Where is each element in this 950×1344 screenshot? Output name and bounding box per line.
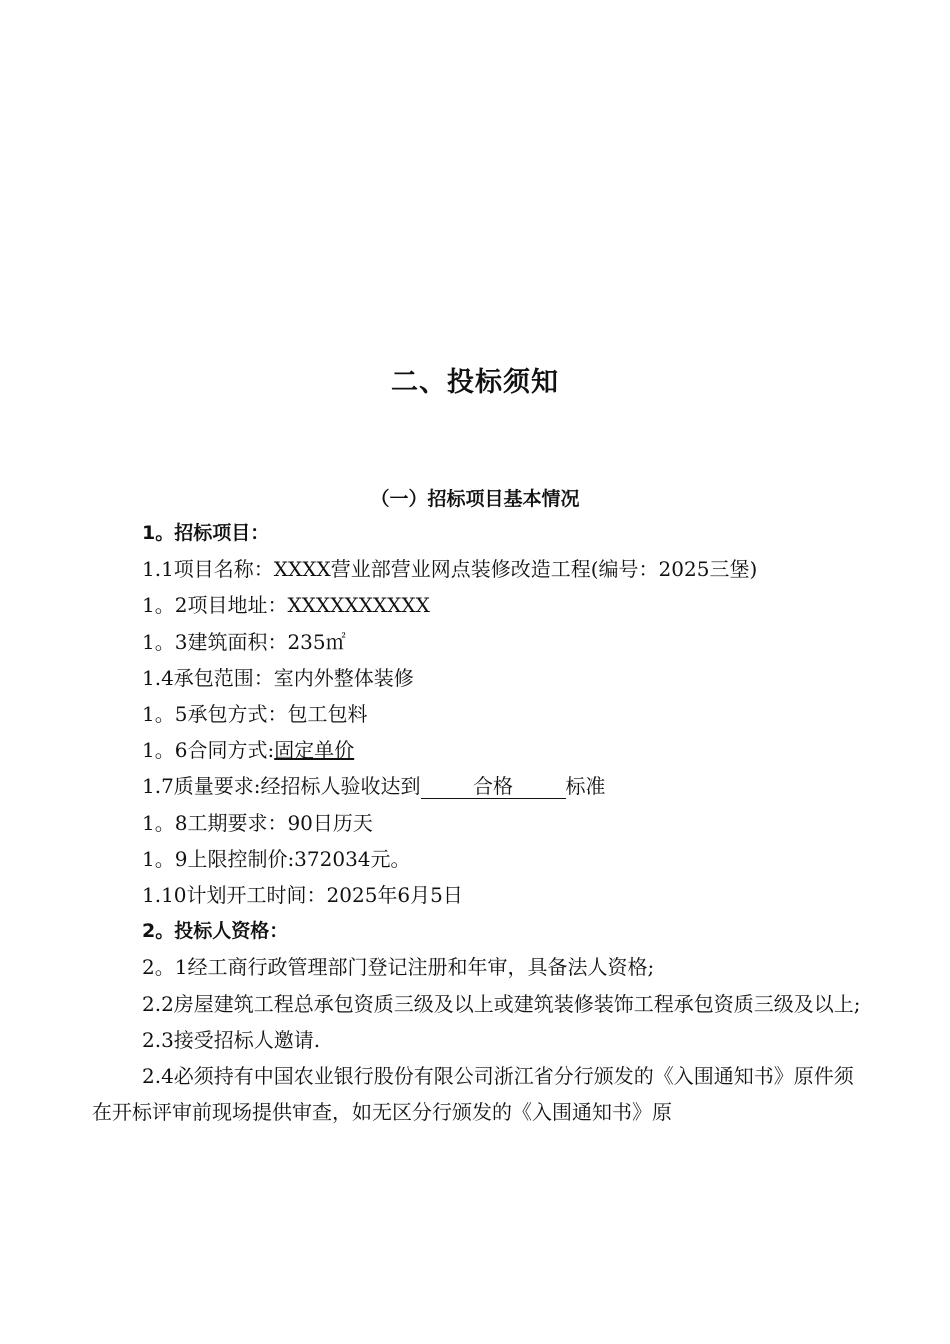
line-contract-type	[92, 732, 862, 768]
para-qualification-grade: 2.2房屋建筑工程总承包资质三级及以上或建筑装修装饰工程承包资质三级及以上;	[142, 991, 861, 1016]
para-legal-person: 2。1经工商行政管理部门登记注册和年审，具备法人资格;	[142, 955, 655, 980]
line-start-date: 1.10计划开工时间：2025年6月5日	[142, 883, 463, 908]
document-body	[92, 515, 862, 1130]
line-contract-scope: 1.4承包范围：室内外整体装修	[142, 665, 414, 690]
quality-value-blank: 合格	[421, 774, 566, 799]
item-heading-bidding-project: 1。招标项目：	[142, 522, 270, 544]
para-accept-invitation: 2.3接受招标人邀请.	[142, 1027, 321, 1052]
item-heading-bidder-qualification: 2。投标人资格：	[142, 920, 289, 943]
quality-suffix: 标准	[565, 774, 606, 799]
page-title: 二、投标须知	[391, 367, 559, 398]
line-contract-method: 1。5承包方式：包工包料	[142, 702, 368, 727]
line-quality-requirement	[92, 768, 862, 804]
line-building-area: 1。3建筑面积：235㎡	[142, 629, 346, 654]
line-price-cap: 1。9上限控制价:372034元。	[142, 846, 411, 871]
line-project-address: 1。2项目地址：XXXXXXXXXX	[142, 593, 430, 618]
quality-label: 1.7质量要求:经招标人验收达到	[142, 774, 421, 799]
para-admission-notice: 2.4必须持有中国农业银行股份有限公司浙江省分行颁发的《入围通知书》原件须在开标评审前现场提供审查，如无区分行颁发的《入围通知书》原	[92, 1064, 854, 1125]
line-project-name: 1.1项目名称：XXXX营业部营业网点装修改造工程(编号：2025三堡)	[142, 557, 758, 582]
contract-type-value: 固定单价	[274, 738, 355, 763]
contract-type-label: 1。6合同方式:	[142, 738, 275, 763]
section-heading: （一）招标项目基本情况	[370, 488, 580, 510]
line-duration: 1。8工期要求：90日历天	[142, 810, 373, 835]
